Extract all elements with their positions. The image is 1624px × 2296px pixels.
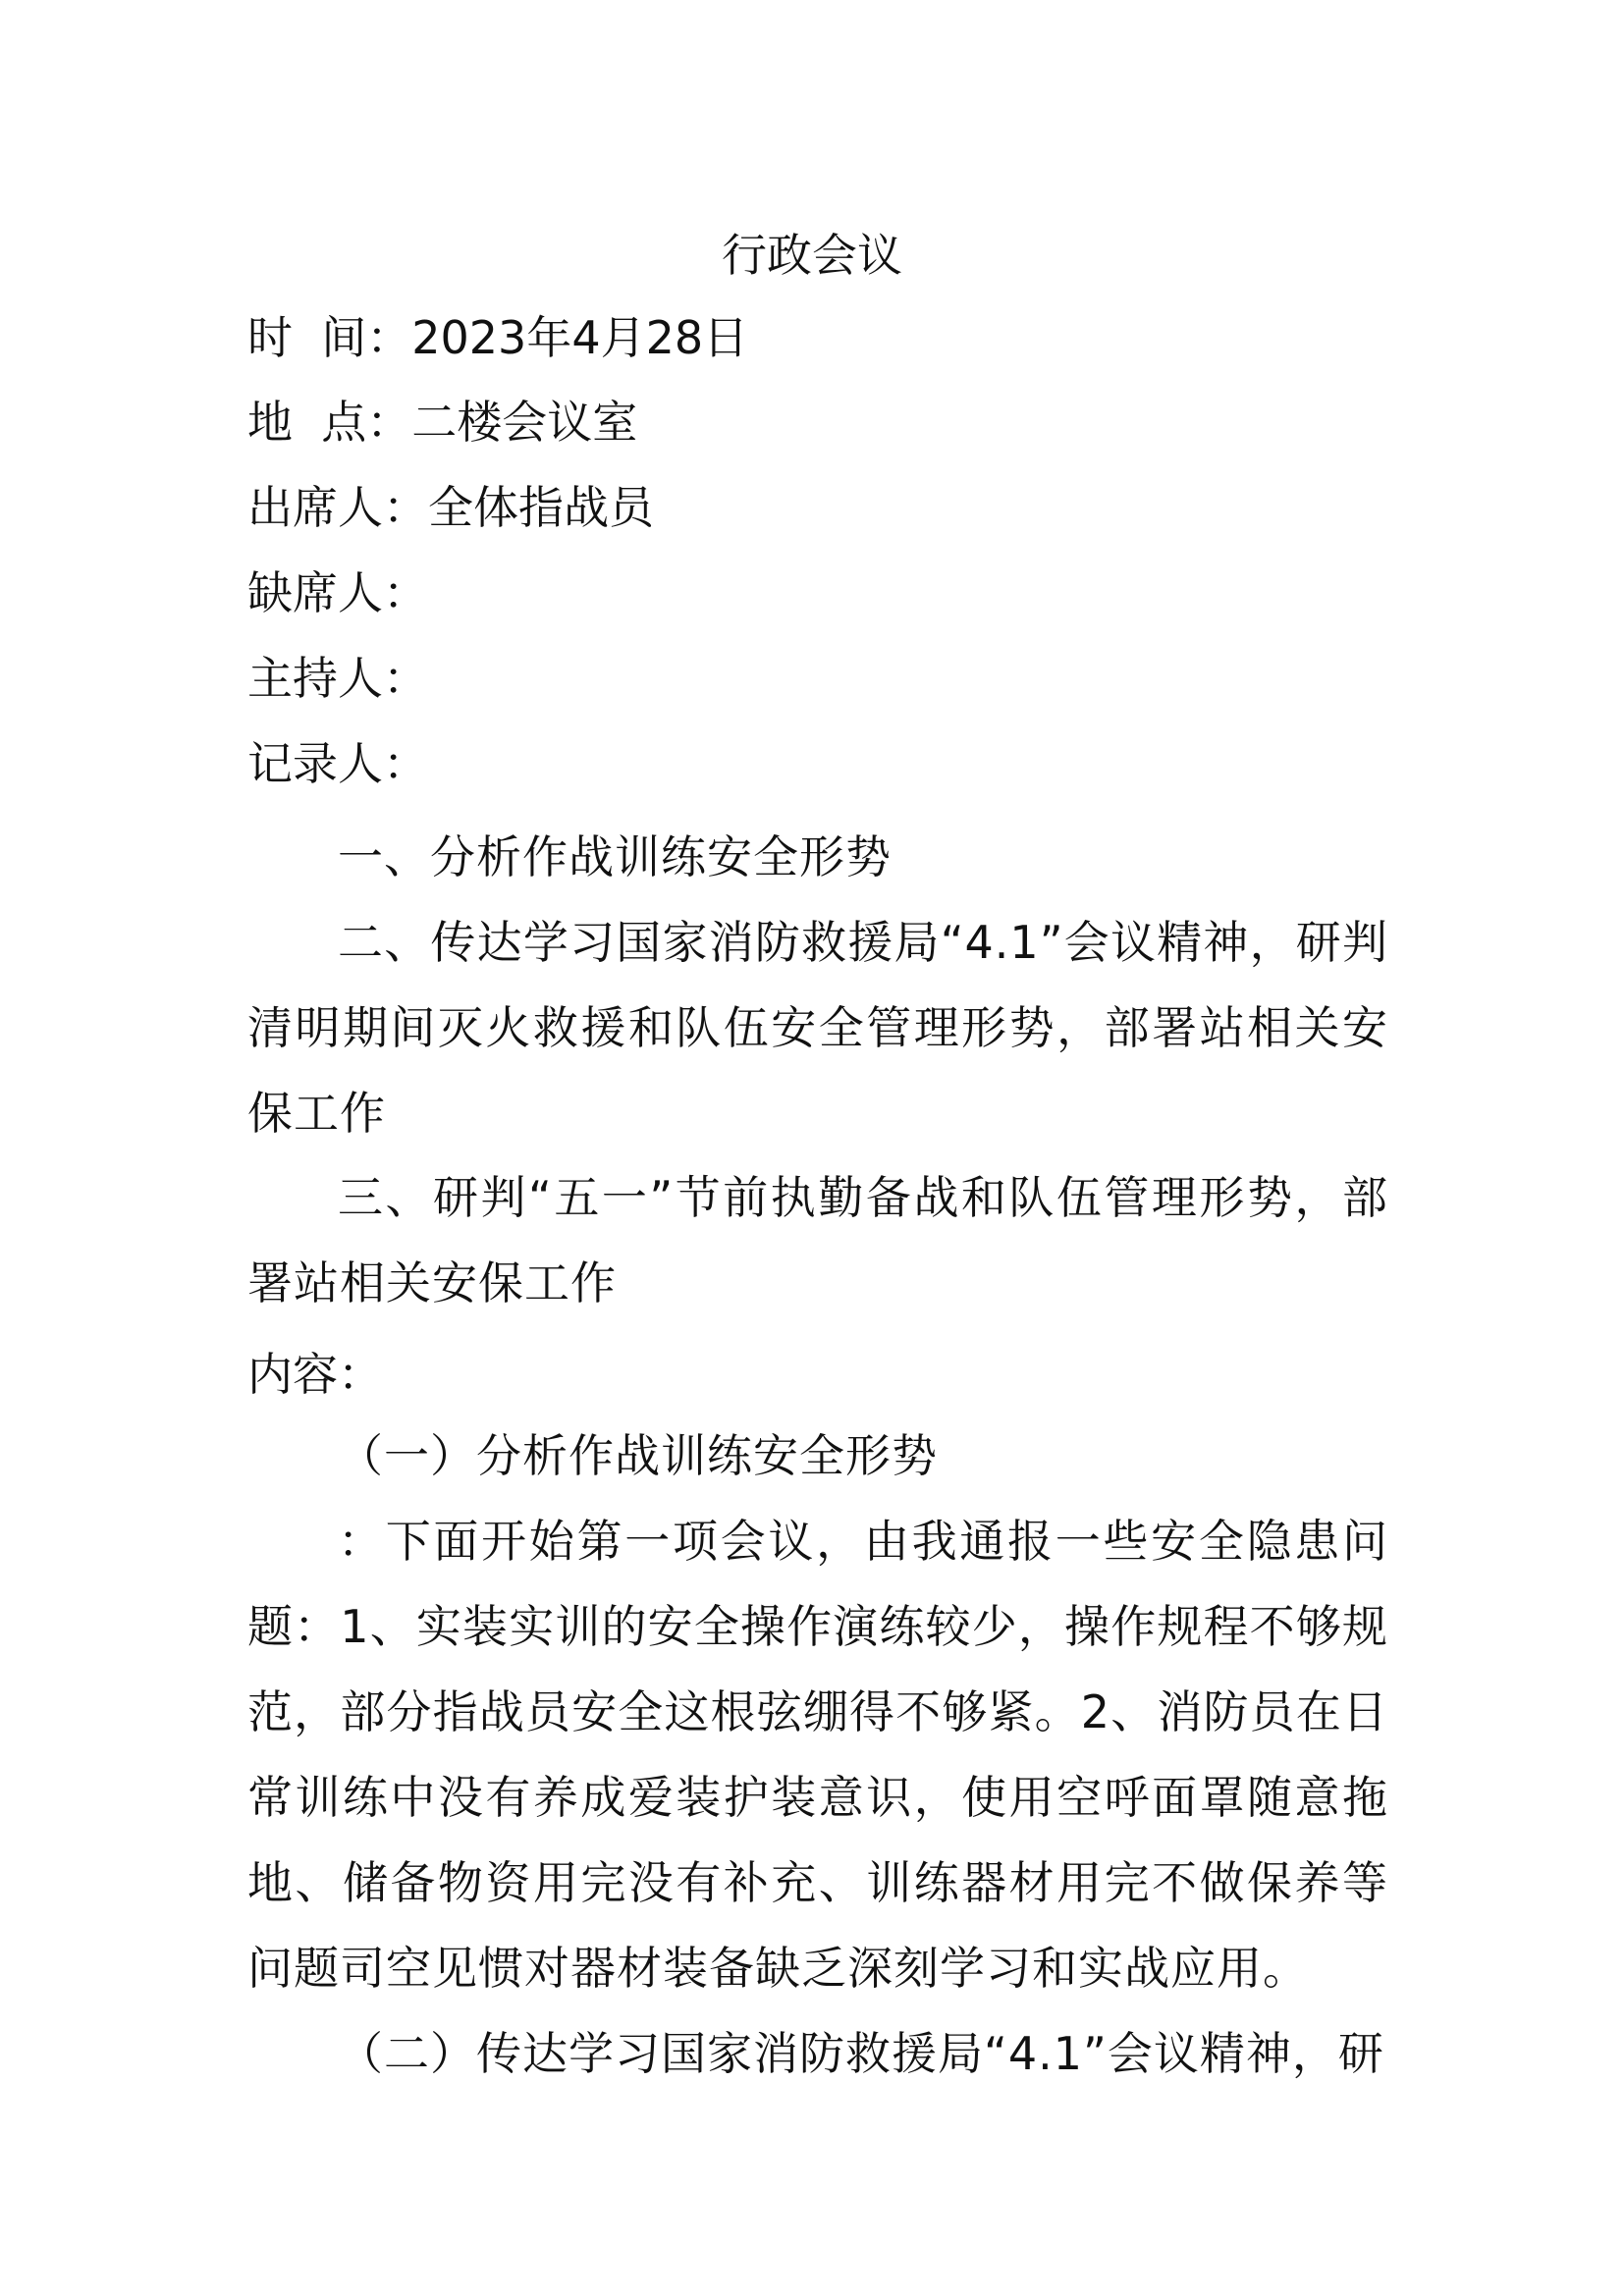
agenda-item-2: 二、传达学习国家消防救援局“4.1”会议精神，研判清明期间灭火救援和队伍安全管理形势，部署站相关安保工作 (247, 916, 1388, 1140)
attendees-value: 全体指战员 (428, 481, 654, 534)
content-label: 内容： (247, 1348, 383, 1401)
meta-absent (247, 561, 1386, 624)
document-title: 行政会议 (722, 229, 902, 282)
meta-attendees (247, 476, 1386, 539)
time-value: 2023年4月28日 (411, 311, 749, 364)
meta-recorder (247, 732, 1386, 795)
host-label: 主持人： (247, 652, 428, 705)
time-label: 时 间： (247, 311, 412, 364)
meta-place (247, 391, 1386, 454)
section-2-heading: （二）传达学习国家消防救援局“4.1”会议精神，研 (338, 2027, 1384, 2080)
meta-time (247, 306, 1386, 369)
place-value: 二楼会议室 (411, 396, 638, 449)
attendees-label: 出席人： (247, 481, 428, 534)
place-label: 地 点： (247, 396, 412, 449)
agenda-item-3: 三、研判“五一”节前执勤备战和队伍管理形势，部署站相关安保工作 (247, 1171, 1388, 1309)
meta-host (247, 647, 1386, 710)
section-1-body: ：下面开始第一项会议，由我通报一些安全隐患问题：1、实装实训的安全操作演练较少，操作规程不够规范，部分指战员安全这根弦绷得不够紧。2、消防员在日常训练中没有养成爱装护装意识，使用空呼面罩随意拖地、储备物资用完没有补充、训练器材用完不做保养等问题司空见惯对器材装备缺乏深刻学习和实战应用。 (247, 1515, 1388, 1995)
section-1-heading: （一）分析作战训练安全形势 (338, 1429, 938, 1482)
recorder-label: 记录人： (247, 737, 428, 790)
agenda-item-1: 一、分析作战训练安全形势 (338, 830, 892, 883)
absent-label: 缺席人： (247, 566, 428, 619)
